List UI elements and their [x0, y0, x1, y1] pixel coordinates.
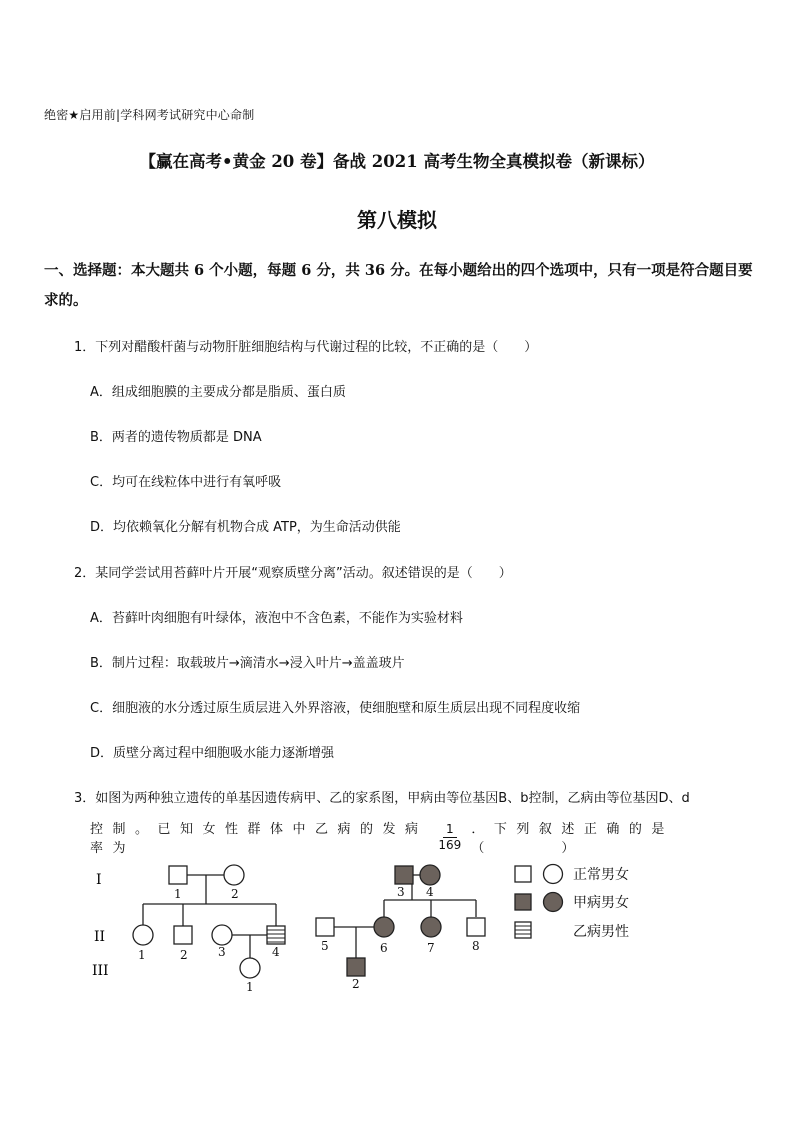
right-ii6-number: 6	[380, 941, 388, 955]
legend-disease-a-male-icon	[515, 894, 531, 910]
question-2-option-d: D．质壁分离过程中细胞吸水能力逐渐增强	[90, 746, 335, 761]
left-ii4-number: 4	[272, 945, 280, 959]
question-3-stem-line2	[90, 818, 750, 856]
right-ii6-female-disease-a	[374, 917, 394, 937]
right-ii8-number: 8	[472, 939, 480, 953]
left-family-numbers	[138, 887, 280, 994]
question-2-option-a: A．苔藓叶肉细胞有叶绿体，液泡中不含色素，不能作为实验材料	[90, 611, 463, 626]
right-i4-female-disease-a	[420, 865, 440, 885]
right-i3-number: 3	[397, 885, 405, 899]
fraction-denominator: 169	[438, 837, 462, 852]
right-i4-number: 4	[426, 885, 434, 899]
left-ii3-number: 3	[218, 945, 226, 959]
question-1-option-c: C．均可在线粒体中进行有氧呼吸	[90, 475, 282, 490]
left-ii1-number: 1	[138, 948, 146, 962]
left-ii3-female	[212, 925, 232, 945]
generation-label-iii: III	[92, 963, 109, 979]
left-i1-male	[169, 866, 187, 884]
paper-title: 【赢在高考•黄金 20 卷】备战 2021 高考生物全真模拟卷（新课标）	[139, 152, 655, 171]
generation-label-i: I	[96, 872, 102, 888]
question-1-stem: 1．下列对醋酸杆菌与动物肝脏细胞结构与代谢过程的比较，不正确的是（ ）	[74, 340, 538, 355]
right-i3-male-disease-a	[395, 866, 413, 884]
question-2-option-b: B．制片过程：取载玻片→滴清水→浸入叶片→盖盖玻片	[90, 656, 405, 671]
paper-subtitle: 第八模拟	[357, 208, 437, 232]
right-ii7-female-disease-a	[421, 917, 441, 937]
question-2-stem: 2．某同学尝试用苔藓叶片开展“观察质壁分离”活动。叙述错误的是（ ）	[74, 566, 512, 581]
legend-disease-a-label: 甲病男女	[573, 895, 629, 911]
right-iii2-male-disease-a	[347, 958, 365, 976]
legend-normal-label: 正常男女	[573, 867, 629, 883]
right-iii2-number: 2	[352, 977, 360, 991]
left-i2-number: 2	[231, 887, 239, 901]
confidential-label: 绝密★启用前|学科网考试研究中心命制	[44, 108, 255, 122]
left-ii1-female	[133, 925, 153, 945]
pedigree-legend	[515, 865, 563, 939]
section-heading: 一、选择题：本大题共 6 个小题，每题 6 分，共 36 分。在每小题给出的四个选项中，只有一项是符合题目要求的。	[44, 262, 753, 309]
left-i2-female	[224, 865, 244, 885]
right-ii5-number: 5	[321, 939, 329, 953]
left-iii1-number: 1	[246, 980, 254, 994]
left-iii1-female	[240, 958, 260, 978]
legend-disease-b-label: 乙病男性	[573, 924, 629, 940]
legend-disease-a-female-icon	[544, 893, 563, 912]
question-3-stem-suffix: ．下列叙述正确的是（ ）	[471, 822, 674, 856]
right-family	[316, 865, 485, 976]
left-ii2-male	[174, 926, 192, 944]
left-i1-number: 1	[174, 887, 182, 901]
left-family	[133, 865, 285, 978]
right-ii8-male	[467, 918, 485, 936]
question-2-option-c: C．细胞液的水分透过原生质层进入外界溶液，使细胞壁和原生质层出现不同程度收缩	[90, 701, 581, 716]
fraction-numerator: 1	[443, 822, 457, 838]
legend-labels	[573, 866, 629, 940]
question-3-stem-prefix: 控制。已知女性群体中乙病的发病率为	[90, 822, 428, 856]
question-1-option-d: D．均依赖氧化分解有机物合成 ATP，为生命活动供能	[90, 520, 401, 535]
generation-label-ii: II	[94, 929, 106, 945]
right-ii7-number: 7	[427, 941, 435, 955]
left-ii2-number: 2	[180, 948, 188, 962]
right-ii5-male	[316, 918, 334, 936]
question-1-option-b: B．两者的遗传物质都是 DNA	[90, 430, 262, 445]
right-family-numbers	[321, 885, 480, 991]
left-ii4-male-disease-b	[267, 926, 285, 944]
legend-normal-female-icon	[544, 865, 563, 884]
pedigree-chart	[0, 860, 794, 1000]
incidence-fraction	[438, 822, 461, 853]
question-1-option-a: A．组成细胞膜的主要成分都是脂质、蛋白质	[90, 385, 346, 400]
legend-disease-b-male-icon	[515, 922, 531, 938]
legend-normal-male-icon	[515, 866, 531, 882]
question-3-stem-line1: 3．如图为两种独立遗传的单基因遗传病甲、乙的家系图，甲病由等位基因B、b控制，乙病由等位基因D、d	[74, 791, 690, 806]
